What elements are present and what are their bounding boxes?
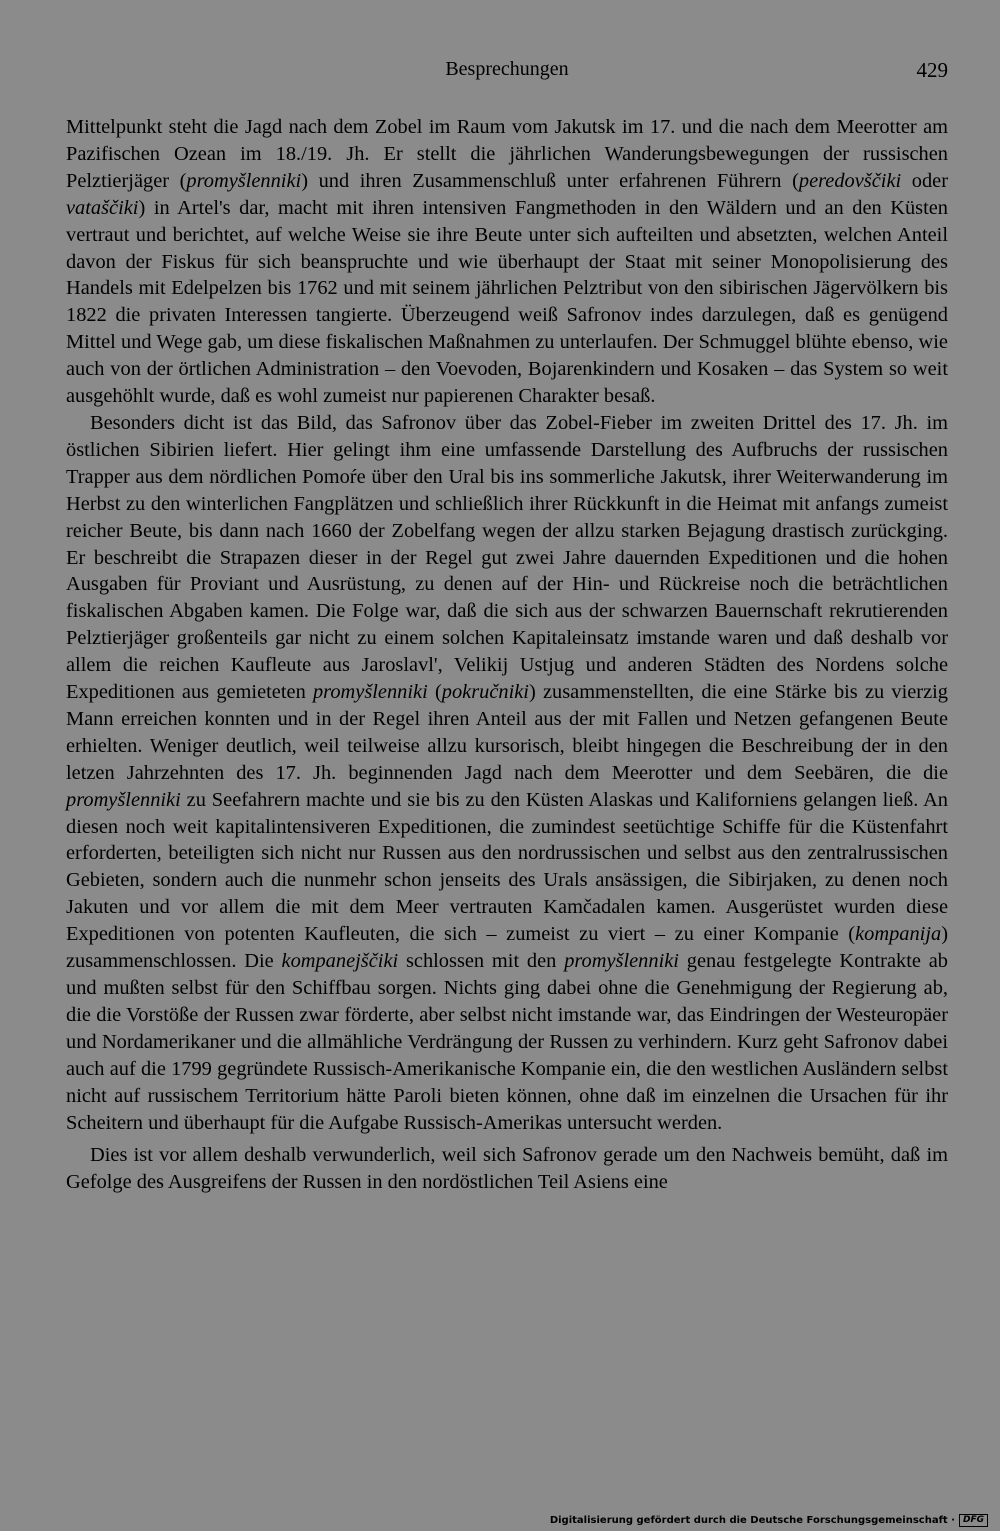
italic-term: pokručniki — [441, 681, 529, 704]
text-run: Dies ist vor allem deshalb verwunderlich, weil sich Safronov gerade um den Nachweis bemüht, daß im Gefolge des Ausgreifens der Russen in den nordöstlichen Teil Asiens eine — [66, 1144, 948, 1194]
dfg-logo: DFG — [959, 1514, 988, 1527]
italic-term: vataščiki — [66, 196, 139, 219]
text-run: Mittelpunkt steht die Jagd nach dem Zobel im Raum vom Jakutsk im 17. und die nach dem Meerotter am Pazifischen Ozean im 18./19. Jh. Er stellt die jährlichen Wanderungsbewegungen der russischen Pelztierjäger ( — [66, 116, 948, 192]
page-number: 429 — [916, 58, 948, 82]
text-run: genau festgelegte Kontrakte ab und mußten selbst für den Schiffbau sorgen. Nichts ging dabei ohne die Genehmigung der Regierung ab, die die Vorstöße der Russen zwar förderte, aber selbst nicht imstande war, das Eindringen der Westeuropäer und Nordamerikaner und die allmähliche Verdrängung der Russen zu verhindern. Kurz geht Safronov dabei auch auf die 1799 gegründete Russisch-Amerikanische Kompanie ein, die den westlichen Ausländern selbst nicht auf russischem Territorium hätte Paroli bieten können, ohne daß im einzelnen die Ursachen für ihr Scheitern und überhaupt für die Aufgabe Russisch-Amerikas untersucht werden. — [66, 950, 948, 1134]
text-run: ) und ihren Zusammenschluß unter erfahrenen Führern ( — [301, 169, 799, 192]
text-run: schlossen mit den — [398, 950, 565, 973]
text-run: ) in Artel's dar, macht mit ihren intensiven Fangmethoden in den Wäldern und an den Küsten vertraut und berichtet, auf welche Weise sie ihre Beute unter sich aufteilten und absetzten, welchen Anteil davon der Fiskus für sich beanspruchte und wie überhaupt der Staat mit seiner Monopolisierung des Handels mit Edelpelzen bis 1762 und mit seinem jährlichen Pelztribut von den sibirischen Jägervölkern bis 1822 die privaten Interessen tangierte. Überzeugend weiß Safronov indes darzulegen, daß es genügend Mittel und Wege gab, um diese fiskalischen Maßnahmen zu unterlaufen. Der Schmuggel blühte ebenso, wie auch von der örtlichen Administration – den Voevoden, Bojarenkindern und Kosaken – das System so weit ausgehöhlt wurde, daß es wohl zumeist nur papierenen Charakter besaß. — [66, 196, 948, 408]
text-run: ) zusammenschlossen. Die — [66, 923, 948, 973]
text-run: Besonders dicht ist das Bild, das Safronov über das Zobel-Fieber im zweiten Drittel des 17. Jh. im östlichen Sibirien liefert. Hier gelingt ihm eine umfassende Darstellung des Aufbruchs der russischen Trapper aus dem nördlichen Pomoŕe über den Ural bis ins sommerliche Jakutsk, ihrer Weiterwanderung im Herbst zu den winterlichen Fangplätzen und schließlich ihrer Rückkunft in die Heimat mit anfangs zumeist reicher Beute, bis dann nach 1660 der Zobelfang wegen der allzu starken Bejagung drastisch zurückging. Er beschreibt die Strapazen dieser in der Regel gut zwei Jahre dauernden Expeditionen und die hohen Ausgaben für Proviant und Ausrüstung, zu denen auf der Hin- und Rückreise noch die beträchtlichen fiskalischen Abgaben kamen. Die Folge war, daß die sich aus der schwarzen Bauernschaft rekrutierenden Pelztierjäger großenteils gar nicht zu einem solchen Kapitaleinsatz imstande waren und daß deshalb vor allem die reichen Kaufleute aus Jaroslavl', Velikij Ustjug und anderen Städten des Nordens solche Expeditionen aus gemieteten — [66, 411, 948, 704]
text-run: ( — [427, 681, 442, 704]
italic-term: promyšlenniki — [66, 788, 181, 811]
italic-term: peredovščiki — [798, 169, 902, 192]
paragraph-1 — [66, 114, 948, 410]
italic-term: promyšlenniki — [312, 681, 428, 704]
italic-term: kompanejščiki — [281, 950, 399, 973]
text-run: oder — [901, 169, 948, 192]
credit-text: Digitalisierung gefördert durch die Deutsche Forschungsgemeinschaft · — [549, 1514, 955, 1526]
text-run: zu Seefahrern machte und sie bis zu den Küsten Alaskas und Kaliforniens gelangen ließ. An diesen noch weit kapitalintensiveren Expeditionen, die zumindest seetüchtige Schiffe für die Küstenfahrt erforderten, beteiligten sich nicht nur Russen aus den nordrussischen und selbst aus den zentralrussischen Gebieten, sondern auch die nunmehr schon jenseits des Urals ansässigen, die Sibirjaken, zu denen noch Jakuten und vor allem die mit dem Meer vertrauten Kamčadalen kamen. Ausgerüstet wurden diese Expeditionen von potenten Kaufleuten, die sich – zumeist zu viert – zu einer Kompanie ( — [66, 788, 948, 946]
text-run: ) zusammenstellten, die eine Stärke bis zu vierzig Mann erreichen konnten und in der Regel ihren Anteil aus der mit Fallen und Netzen gefangenen Beute erhielten. Weniger deutlich, weil teilweise allzu kursorisch, bleibt hingegen die Beschreibung der in den letzen Jahrzehnten des 17. Jh. beginnenden Jagd nach dem Meerotter und dem Seebären, die die — [66, 681, 949, 784]
page-header — [66, 58, 948, 86]
paragraph-2 — [66, 410, 948, 1136]
italic-term: kompanija — [855, 923, 942, 946]
body-text — [66, 114, 948, 1196]
italic-term: promyšlenniki — [564, 950, 679, 973]
running-head: Besprechungen — [445, 58, 569, 80]
digitization-credit — [550, 1512, 988, 1528]
italic-term: promyšlenniki — [186, 169, 302, 192]
paragraph-3 — [66, 1142, 948, 1196]
